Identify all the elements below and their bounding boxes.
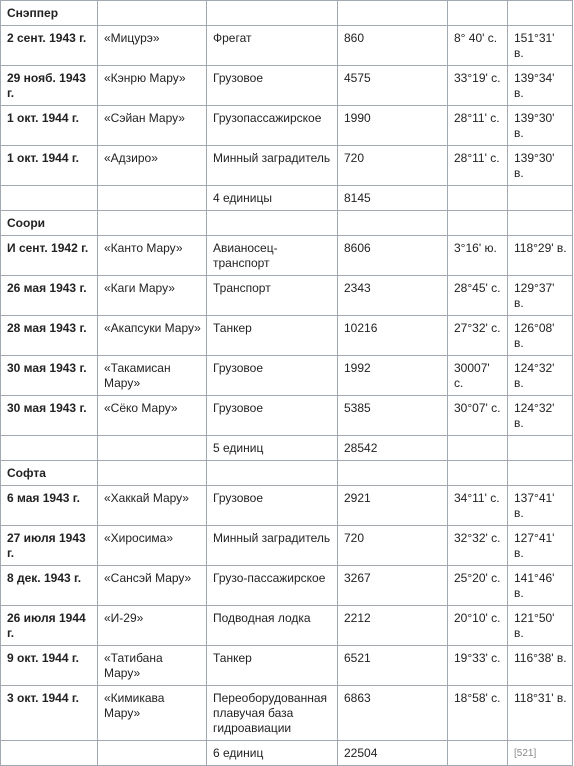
longitude-cell: 129°37' в. [508,276,573,316]
longitude-cell: 116°38' в. [508,646,573,686]
longitude-cell: 151°31' в. [508,26,573,66]
date-cell: 26 мая 1943 г. [1,276,98,316]
tonnage-cell: 3267 [338,566,448,606]
ship-name-cell: «Хаккай Мару» [98,486,207,526]
empty-cell [448,186,508,211]
empty-cell [207,1,338,26]
latitude-cell: 32°32' с. [448,526,508,566]
group-name: Соори [1,211,98,236]
empty-cell [448,1,508,26]
total-count-cell: 4 единицы [207,186,338,211]
date-cell: 28 мая 1943 г. [1,316,98,356]
empty-cell [448,461,508,486]
empty-cell [207,211,338,236]
group-header-row [1,1,573,26]
empty-cell [98,211,207,236]
ship-type-cell: Подводная лодка [207,606,338,646]
tonnage-cell: 1992 [338,356,448,396]
ship-name-cell: «Адзиро» [98,146,207,186]
ship-name-cell: «Сансэй Мару» [98,566,207,606]
date-cell: 1 окт. 1944 г. [1,106,98,146]
latitude-cell: 27°32' с. [448,316,508,356]
group-total-row [1,741,573,766]
empty-cell [1,436,98,461]
longitude-cell: 124°32' в. [508,356,573,396]
empty-cell [98,186,207,211]
table-row [1,276,573,316]
ship-type-cell: Фрегат [207,26,338,66]
ship-name-cell: «Татибана Мару» [98,646,207,686]
longitude-cell: 121°50' в. [508,606,573,646]
ship-name-cell: «Канто Мару» [98,236,207,276]
empty-cell [98,436,207,461]
reference-cell: [521] [508,741,573,766]
empty-cell [448,741,508,766]
tonnage-cell: 8606 [338,236,448,276]
losses-table-body [1,1,573,766]
latitude-cell: 28°11' с. [448,146,508,186]
longitude-cell: 139°30' в. [508,146,573,186]
empty-cell [338,461,448,486]
ship-name-cell: «Кимикава Мару» [98,686,207,741]
ship-type-cell: Танкер [207,646,338,686]
ship-type-cell: Минный заградитель [207,526,338,566]
latitude-cell: 3°16' ю. [448,236,508,276]
ship-name-cell: «Такамисан Мару» [98,356,207,396]
table-row [1,486,573,526]
ship-name-cell: «Мицурэ» [98,26,207,66]
empty-cell [98,1,207,26]
total-count-cell: 6 единиц [207,741,338,766]
latitude-cell: 18°58' с. [448,686,508,741]
tonnage-cell: 2212 [338,606,448,646]
table-row [1,66,573,106]
ship-type-cell: Переоборудованная плавучая база гидроавиации [207,686,338,741]
empty-cell [1,741,98,766]
table-row [1,566,573,606]
date-cell: 30 мая 1943 г. [1,356,98,396]
empty-cell [1,186,98,211]
longitude-cell: 139°30' в. [508,106,573,146]
latitude-cell: 30°07' с. [448,396,508,436]
table-row [1,26,573,66]
empty-cell [207,461,338,486]
tonnage-cell: 5385 [338,396,448,436]
tonnage-cell: 2921 [338,486,448,526]
group-header-row [1,211,573,236]
date-cell: И сент. 1942 г. [1,236,98,276]
empty-cell [338,211,448,236]
empty-cell [448,436,508,461]
ship-name-cell: «Сэйан Мару» [98,106,207,146]
date-cell: 30 мая 1943 г. [1,396,98,436]
latitude-cell: 19°33' с. [448,646,508,686]
empty-cell [508,436,573,461]
empty-cell [98,741,207,766]
ship-name-cell: «Хиросима» [98,526,207,566]
ship-type-cell: Минный заградитель [207,146,338,186]
table-row [1,526,573,566]
ship-type-cell: Танкер [207,316,338,356]
tonnage-cell: 1990 [338,106,448,146]
latitude-cell: 34°11' с. [448,486,508,526]
ship-type-cell: Грузовое [207,396,338,436]
empty-cell [508,1,573,26]
longitude-cell: 127°41' в. [508,526,573,566]
group-name: Снэппер [1,1,98,26]
group-total-row [1,436,573,461]
empty-cell [508,186,573,211]
latitude-cell: 20°10' с. [448,606,508,646]
table-row [1,686,573,741]
longitude-cell: 139°34' в. [508,66,573,106]
ship-name-cell: «Сёко Мару» [98,396,207,436]
tonnage-cell: 720 [338,146,448,186]
date-cell: 6 мая 1943 г. [1,486,98,526]
ship-type-cell: Грузовое [207,486,338,526]
date-cell: 29 нояб. 1943 г. [1,66,98,106]
table-row [1,646,573,686]
ship-name-cell: «Кэнрю Мару» [98,66,207,106]
table-row [1,316,573,356]
latitude-cell: 8° 40' с. [448,26,508,66]
group-total-row [1,186,573,211]
latitude-cell: 33°19' с. [448,66,508,106]
ship-name-cell: «И-29» [98,606,207,646]
empty-cell [338,1,448,26]
total-tonnage-cell: 28542 [338,436,448,461]
date-cell: 27 июля 1943 г. [1,526,98,566]
longitude-cell: 126°08' в. [508,316,573,356]
longitude-cell: 137°41' в. [508,486,573,526]
latitude-cell: 28°45' с. [448,276,508,316]
tonnage-cell: 720 [338,526,448,566]
tonnage-cell: 6521 [338,646,448,686]
tonnage-cell: 2343 [338,276,448,316]
table-row [1,146,573,186]
group-name: Софта [1,461,98,486]
date-cell: 3 окт. 1944 г. [1,686,98,741]
table-row [1,236,573,276]
empty-cell [98,461,207,486]
date-cell: 2 сент. 1943 г. [1,26,98,66]
latitude-cell: 25°20' с. [448,566,508,606]
total-tonnage-cell: 22504 [338,741,448,766]
ship-name-cell: «Акапсуки Мару» [98,316,207,356]
empty-cell [448,211,508,236]
longitude-cell: 141°46' в. [508,566,573,606]
date-cell: 26 июля 1944 г. [1,606,98,646]
longitude-cell: 118°29' в. [508,236,573,276]
ship-type-cell: Грузовое [207,356,338,396]
ship-type-cell: Грузопассажирское [207,106,338,146]
latitude-cell: 30007' с. [448,356,508,396]
ship-name-cell: «Каги Мару» [98,276,207,316]
tonnage-cell: 6863 [338,686,448,741]
empty-cell [508,211,573,236]
longitude-cell: 118°31' в. [508,686,573,741]
date-cell: 8 дек. 1943 г. [1,566,98,606]
date-cell: 9 окт. 1944 г. [1,646,98,686]
ship-type-cell: Транспорт [207,276,338,316]
empty-cell [508,461,573,486]
table-row [1,606,573,646]
ship-type-cell: Грузо-пассажирское [207,566,338,606]
tonnage-cell: 4575 [338,66,448,106]
longitude-cell: 124°32' в. [508,396,573,436]
total-tonnage-cell: 8145 [338,186,448,211]
date-cell: 1 окт. 1944 г. [1,146,98,186]
ship-type-cell: Авианосец-транспорт [207,236,338,276]
table-row [1,396,573,436]
table-row [1,106,573,146]
group-header-row [1,461,573,486]
latitude-cell: 28°11' с. [448,106,508,146]
total-count-cell: 5 единиц [207,436,338,461]
ship-type-cell: Грузовое [207,66,338,106]
tonnage-cell: 860 [338,26,448,66]
table-row [1,356,573,396]
tonnage-cell: 10216 [338,316,448,356]
